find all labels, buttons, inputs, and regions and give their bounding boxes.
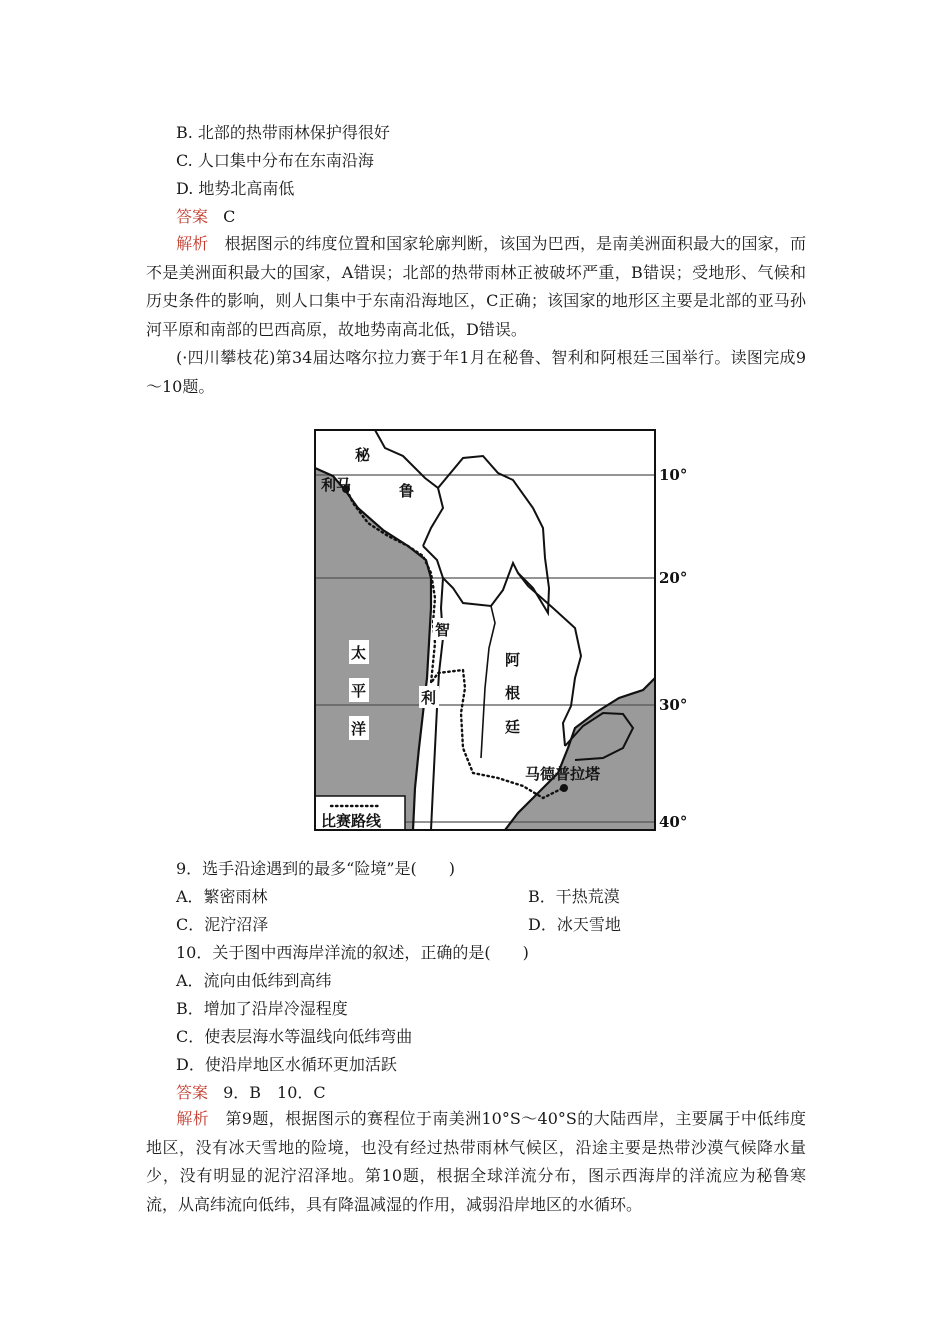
q10-option-c: C．使表层海水等温线向低纬弯曲 [176,1027,413,1046]
map-legend [315,796,405,830]
label-argentina-2: 根 [505,684,521,702]
label-pacific-1: 太 [351,644,367,662]
intro-content: (·四川攀枝花)第34届达喀尔拉力赛于年1月在秘鲁、智利和阿根廷三国举行。读图完成9～10题。 [146,348,806,396]
intro-text [146,344,806,401]
label-peru-2: 鲁 [399,482,415,500]
answer-label: 答案 [176,1083,209,1102]
q910-analysis [146,1105,806,1219]
analysis-label: 解析 [176,1109,210,1128]
q8-option-d: D. 地势北高南低 [176,179,295,198]
q9-stem: 9．选手沿途遇到的最多“险境”是( ) [176,859,456,878]
lat-label-20: 20° [659,569,688,587]
atlantic-ocean-area [505,678,655,830]
q10-stem: 10．关于图中西海岸洋流的叙述，正确的是( ) [176,943,529,962]
legend-label: 比赛路线 [321,812,382,830]
argentina-northeast-border [481,606,495,758]
q10-option-d: D．使沿岸地区水循环更加活跃 [176,1055,397,1074]
lat-label-40: 40° [659,813,688,831]
q8-answer [176,207,235,227]
label-pacific-2: 平 [351,682,367,700]
answer-value: C [223,207,236,226]
label-peru-1: 秘 [355,446,371,464]
q8-analysis [146,230,806,344]
lat-label-30: 30° [659,696,688,714]
q9-option-c: C．泥泞沼泽 [176,915,269,934]
answer-value: 9．B 10．C [223,1083,326,1102]
label-pacific-3: 洋 [351,720,367,738]
label-chile-1: 智 [435,621,451,639]
label-argentina-1: 阿 [505,651,521,669]
q910-answer [176,1083,326,1103]
analysis-text: 第9题，根据图示的赛程位于南美洲10°S～40°S的大陆西岸，主要属于中低纬度地区，没有冰天雪地的险境，也没有经过热带雨林气候区，沿途主要是热带沙漠气候降水量少，没有明显的泥泞沼泽地。第10题，根据全球洋流分布，图示西海岸的洋流应为秘鲁寒流，从高纬流向低纬，具有降温减湿的作用，减弱沿岸地区的水循环。 [146,1109,806,1214]
q10-option-a: A．流向由低纬到高纬 [176,971,332,990]
q10-option-b: B．增加了沿岸冷湿程度 [176,999,348,1018]
label-chile-2: 利 [421,689,437,707]
q9-option-b: B．干热荒漠 [528,887,620,906]
answer-label: 答案 [176,207,209,226]
analysis-text: 根据图示的纬度位置和国家轮廓判断，该国为巴西，是南美洲面积最大的国家，而不是美洲面积最大的国家，A错误；北部的热带雨林正被破坏严重，B错误；受地形、气候和历史条件的影响，则人口集中于东南沿海地区，C正确；该国家的地形区主要是北部的亚马孙河平原和南部的巴西高原，故地势南高北低，D错误。 [146,234,806,339]
q9-option-a: A．繁密雨林 [176,887,268,906]
rally-route-map [313,428,693,833]
label-lima: 利马 [321,476,352,494]
mar-del-plata-dot [560,784,568,792]
analysis-label: 解析 [176,234,209,253]
q9-option-d: D．冰天雪地 [528,915,621,934]
lat-label-10: 10° [659,466,688,484]
q8-option-c: C. 人口集中分布在东南沿海 [176,151,374,170]
q8-option-b: B. 北部的热带雨林保护得很好 [176,123,390,142]
label-mar-del-plata: 马德普拉塔 [525,765,601,783]
label-argentina-3: 廷 [505,718,521,736]
